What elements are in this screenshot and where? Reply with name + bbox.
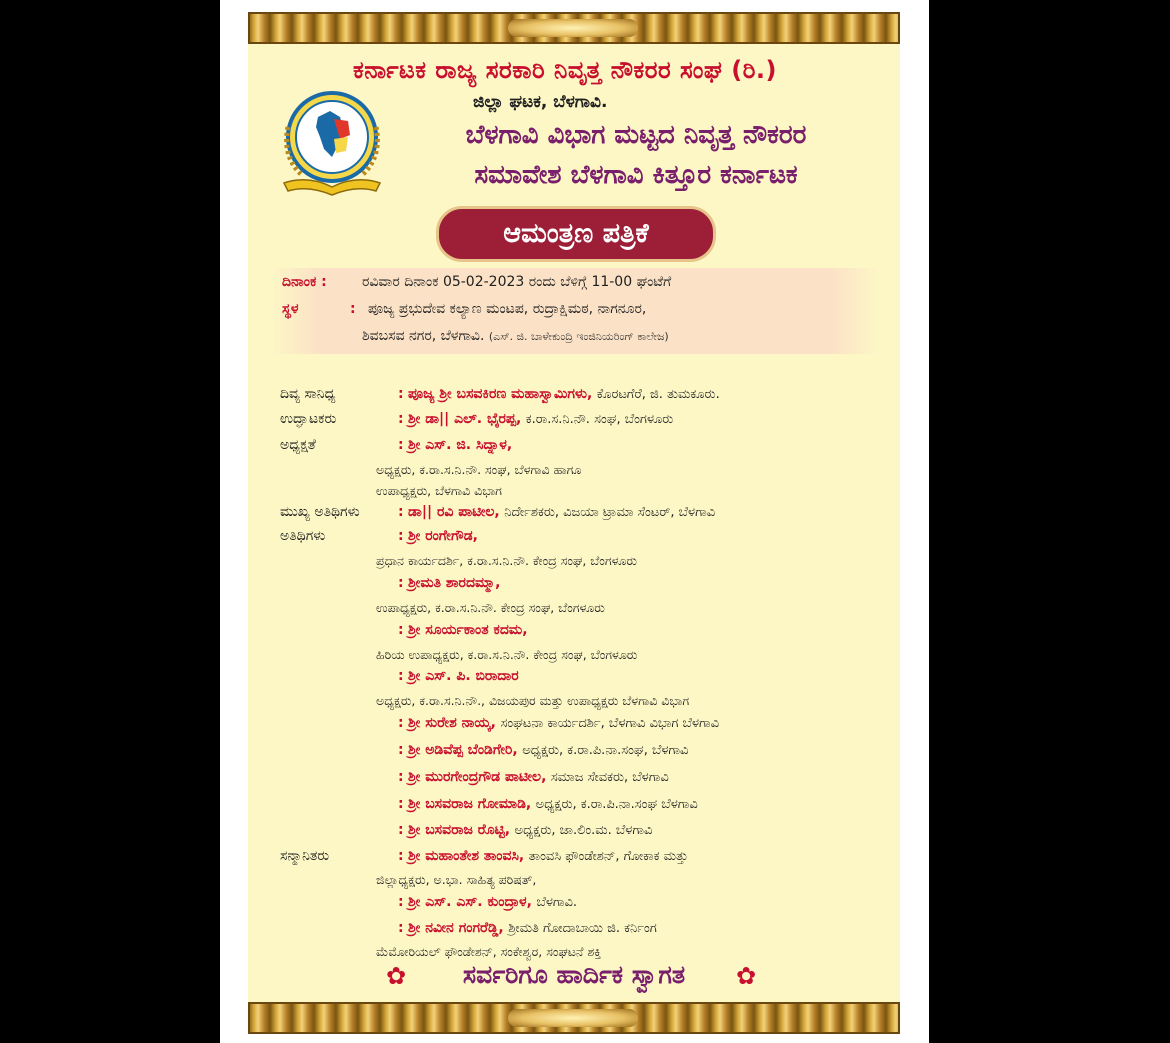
place-label: ಸ್ಥಳ (282, 301, 299, 317)
person-detail: ಕ.ರಾ.ಸ.ನಿ.ನೌ. ಸಂಘ, ಬೆಂಗಳೂರು (525, 412, 674, 427)
person-subline: ಉಪಾಧ್ಯಕ್ಷರು, ಕ.ರಾ.ಸ.ನಿ.ನೌ. ಕೇಂದ್ರ ಸಂಘ, ಬೆಂಗಳೂರು (376, 600, 605, 615)
colon: : (398, 769, 404, 785)
person-detail: ತಾಂವಸಿ ಫೌಂಡೇಶನ್, ಗೋಕಾಕ ಮತ್ತು (528, 849, 689, 864)
flower-icon: ✿ (736, 962, 757, 990)
colon: : (398, 668, 404, 684)
colon: : (398, 920, 404, 936)
person-name: ಶ್ರೀ ರಂಗೇಗೌಡ, (408, 528, 478, 544)
place-colon: : (350, 301, 356, 317)
colon: : (398, 437, 404, 453)
date-value: ರವಿವಾರ ದಿನಾಂಕ 05-02-2023 ರಂದು ಬೆಳಿಗ್ಗೆ 11-00 ಘಂಟೆಗೆ (362, 274, 672, 290)
colon: : (398, 742, 404, 758)
district-unit: ಜಿಲ್ಲಾ ಘಟಕ, ಬೆಳಗಾವಿ. (473, 92, 608, 112)
person-name: ಶ್ರೀ ಡಾ|| ಎಲ್. ಭೈರಪ್ಪ, (408, 411, 522, 427)
event-title-line-2: ಸಮಾವೇಶ ಬೆಳಗಾವಿ ಕಿತ್ತೂರ ಕರ್ನಾಟಕ (474, 160, 798, 190)
person-subline: ಪ್ರಧಾನ ಕಾರ್ಯದರ್ಶಿ, ಕ.ರಾ.ಸ.ನಿ.ನೌ. ಕೇಂದ್ರ ಸಂಘ, ಬೆಂಗಳೂರು (376, 553, 637, 568)
colon: : (398, 822, 404, 838)
person-name: ಶ್ರೀ ಅಡಿವೆಪ್ಪ ಬೆಂಡಿಗೇರಿ, (408, 742, 518, 758)
organization-title: ಕರ್ನಾಟಕ ರಾಜ್ಯ ಸರಕಾರಿ ನಿವೃತ್ತ ನೌಕರರ ಸಂಘ (ರಿ.) (352, 56, 778, 84)
person-detail: ಕೊರಟಗೆರೆ, ಜಿ. ತುಮಕೂರು. (596, 387, 720, 402)
person-name: ಶ್ರೀ ಸೂರ್ಯಕಾಂತ ಕದಮ, (408, 622, 528, 638)
person-name: ಶ್ರೀ ಸುರೇಶ ನಾಯ್ಕ, (408, 715, 496, 731)
place-line-2 (362, 328, 669, 344)
entry (408, 742, 688, 758)
person-name: ಶ್ರೀ ಬಸವರಾಜ ರೊಟ್ಟಿ, (408, 822, 511, 838)
person-name: ಶ್ರೀ ಎಸ್. ಪಿ. ಬಿರಾದಾರ (408, 668, 519, 684)
colon: : (398, 894, 404, 910)
person-detail: ನಿರ್ದೇಶಕರು, ವಿಜಯಾ ಟ್ರಾಮಾ ಸೆಂಟರ್, ಬೆಳಗಾವಿ (504, 505, 716, 520)
place-line-1: ಪೂಜ್ಯ ಪ್ರಭುದೇವ ಕಲ್ಯಾಣ ಮಂಟಪ, ರುದ್ರಾಕ್ಷಿಮಠ, ನಾಗನೂರ, (368, 301, 647, 317)
colon: : (398, 622, 404, 638)
person-subline: ಹಿರಿಯ ಉಪಾಧ್ಯಕ್ಷರು, ಕ.ರಾ.ಸ.ನಿ.ನೌ. ಕೇಂದ್ರ ಸಂಘ, ಬೆಂಗಳೂರು (376, 647, 638, 662)
role-label: ಅಧ್ಯಕ್ಷತೆ (280, 437, 316, 453)
entry (408, 822, 652, 838)
person-name: ಶ್ರೀ ಎಸ್. ಎಸ್. ಕುಂದ್ರಾಳ, (408, 894, 532, 910)
person-name: ಶ್ರೀ ಮುರಗೇಂದ್ರಗೌಡ ಪಾಟೀಲ, (408, 769, 547, 785)
person-subline: ಮೆಮೋರಿಯಲ್ ಫೌಂಡೇಶನ್, ಸಂಕೇಶ್ವರ, ಸಂಘಟನೆ ಶಕ್ತಿ (376, 944, 602, 959)
person-name-text: ಶ್ರೀ ಎಸ್. ಜಿ. ಸಿದ್ನಾಳ, (408, 437, 513, 453)
role-label: ಉದ್ಘಾಟಕರು (280, 411, 337, 427)
date-venue-band (270, 268, 880, 354)
person-subline: ಅಧ್ಯಕ್ಷರು, ಕ.ರಾ.ಸ.ನಿ.ನೌ. ಸಂಘ, ಬೆಳಗಾವಿ ಹಾಗೂ (376, 462, 582, 477)
person-name: ಶ್ರೀ ಮಹಾಂತೇಶ ತಾಂವಸಿ, (408, 848, 525, 864)
place-note: (ಎಸ್. ಜಿ. ಬಾಳೇಕುಂದ್ರಿ ಇಂಜಿನಿಯರಿಂಗ್ ಕಾಲೇಜ) (488, 330, 669, 343)
entry (408, 715, 719, 731)
entry (408, 920, 657, 936)
person-detail: ಸಂಘಟನಾ ಕಾರ್ಯದರ್ಶಿ, ಬೆಳಗಾವಿ ವಿಭಾಗ ಬೆಳಗಾವಿ (500, 716, 720, 731)
person-detail: ಅಧ್ಯಕ್ಷರು, ಜಾ.ಲಿಂ.ಮ. ಬೆಳಗಾವಿ (514, 823, 653, 838)
invitation-poster (248, 12, 900, 1034)
person-name: ಪೂಜ್ಯ ಶ್ರೀ ಬಸವಕಿರಣ ಮಹಾಸ್ವಾಮಿಗಳು, (408, 386, 593, 402)
entry (408, 622, 528, 638)
colon: : (398, 528, 404, 544)
person-name (408, 437, 512, 453)
ornament-scroll-icon (508, 1009, 638, 1027)
colon: : (398, 715, 404, 731)
role-label: ದಿವ್ಯ ಸಾನಿಧ್ಯ (280, 386, 336, 402)
entry (408, 769, 669, 785)
colon: : (398, 386, 404, 402)
entry (408, 848, 688, 864)
person-subline: ಉಪಾಧ್ಯಕ್ಷರು, ಬೆಳಗಾವಿ ವಿಭಾಗ (376, 483, 502, 498)
date-label: ದಿನಾಂಕ : (282, 274, 327, 290)
person-subline: ಅಧ್ಯಕ್ಷರು, ಕ.ರಾ.ಸ.ನಿ.ನೌ., ವಿಜಯಪುರ ಮತ್ತು ಉಪಾಧ್ಯಕ್ಷರು ಬೆಳಗಾವಿ ವಿಭಾಗ (376, 693, 690, 708)
colon: : (398, 796, 404, 812)
invitation-badge: ಆಮಂತ್ರಣ ಪತ್ರಿಕೆ (436, 206, 716, 262)
colon: : (398, 504, 404, 520)
welcome-message: ಸರ್ವರಿಗೂ ಹಾರ್ದಿಕ ಸ್ವಾಗತ (462, 960, 686, 989)
role-label: ಮುಖ್ಯ ಅತಿಥಿಗಳು (280, 504, 360, 520)
entry (408, 386, 720, 402)
person-name: ಶ್ರೀಮತಿ ಶಾರದಮ್ಮಾ, (408, 575, 501, 591)
entry (408, 504, 715, 520)
person-name: ಶ್ರೀ ಬಸವರಾಜ ಗೋಮಾಡಿ, (408, 796, 532, 812)
entry (408, 668, 519, 684)
ornate-border-bottom (248, 1002, 900, 1034)
colon: : (398, 411, 404, 427)
entry (408, 575, 500, 591)
entry (408, 411, 673, 427)
person-detail: ಸಮಾಜ ಸೇವಕರು, ಬೆಳಗಾವಿ (550, 770, 669, 785)
entry (408, 528, 478, 544)
role-label: ಅತಿಥಿಗಳು (280, 528, 326, 544)
person-subline: ಜಿಲ್ಲಾಧ್ಯಕ್ಷರು, ಅ.ಭಾ. ಸಾಹಿತ್ಯ ಪರಿಷತ್, (376, 872, 537, 887)
ornament-scroll-icon (508, 19, 638, 37)
entry (408, 894, 577, 910)
person-detail: ಶ್ರೀಮತಿ ಗೋದಾಬಾಯಿ ಜಿ. ಕರ್ನಿಂಗ (508, 921, 657, 936)
event-title-line-1: ಬೆಳಗಾವಿ ವಿಭಾಗ ಮಟ್ಟದ ನಿವೃತ್ತ ನೌಕರರ (465, 120, 807, 150)
person-name: ಶ್ರೀ ನವೀನ ಗಂಗರೆಡ್ಡಿ, (408, 920, 504, 936)
ornate-border-top (248, 12, 900, 44)
flower-icon: ✿ (386, 962, 407, 990)
person-detail: ಅಧ್ಯಕ್ಷರು, ಕ.ರಾ.ಪಿ.ನಾ.ಸಂಘ, ಬೆಳಗಾವಿ (522, 743, 689, 758)
person-detail: ಅಧ್ಯಕ್ಷರು, ಕ.ರಾ.ಪಿ.ನಾ.ಸಂಘ ಬೆಳಗಾವಿ (535, 797, 698, 812)
karnataka-map-emblem-icon (278, 87, 386, 199)
entry (408, 796, 698, 812)
person-name: ಡಾ|| ರವಿ ಪಾಟೀಲ, (408, 504, 500, 520)
colon: : (398, 575, 404, 591)
role-label: ಸನ್ಮಾನಿತರು (280, 848, 330, 864)
colon: : (398, 848, 404, 864)
person-detail: ಬೆಳಗಾವಿ. (536, 895, 578, 910)
place-line-2-text: ಶಿವಬಸವ ನಗರ, ಬೆಳಗಾವಿ. (362, 328, 485, 344)
